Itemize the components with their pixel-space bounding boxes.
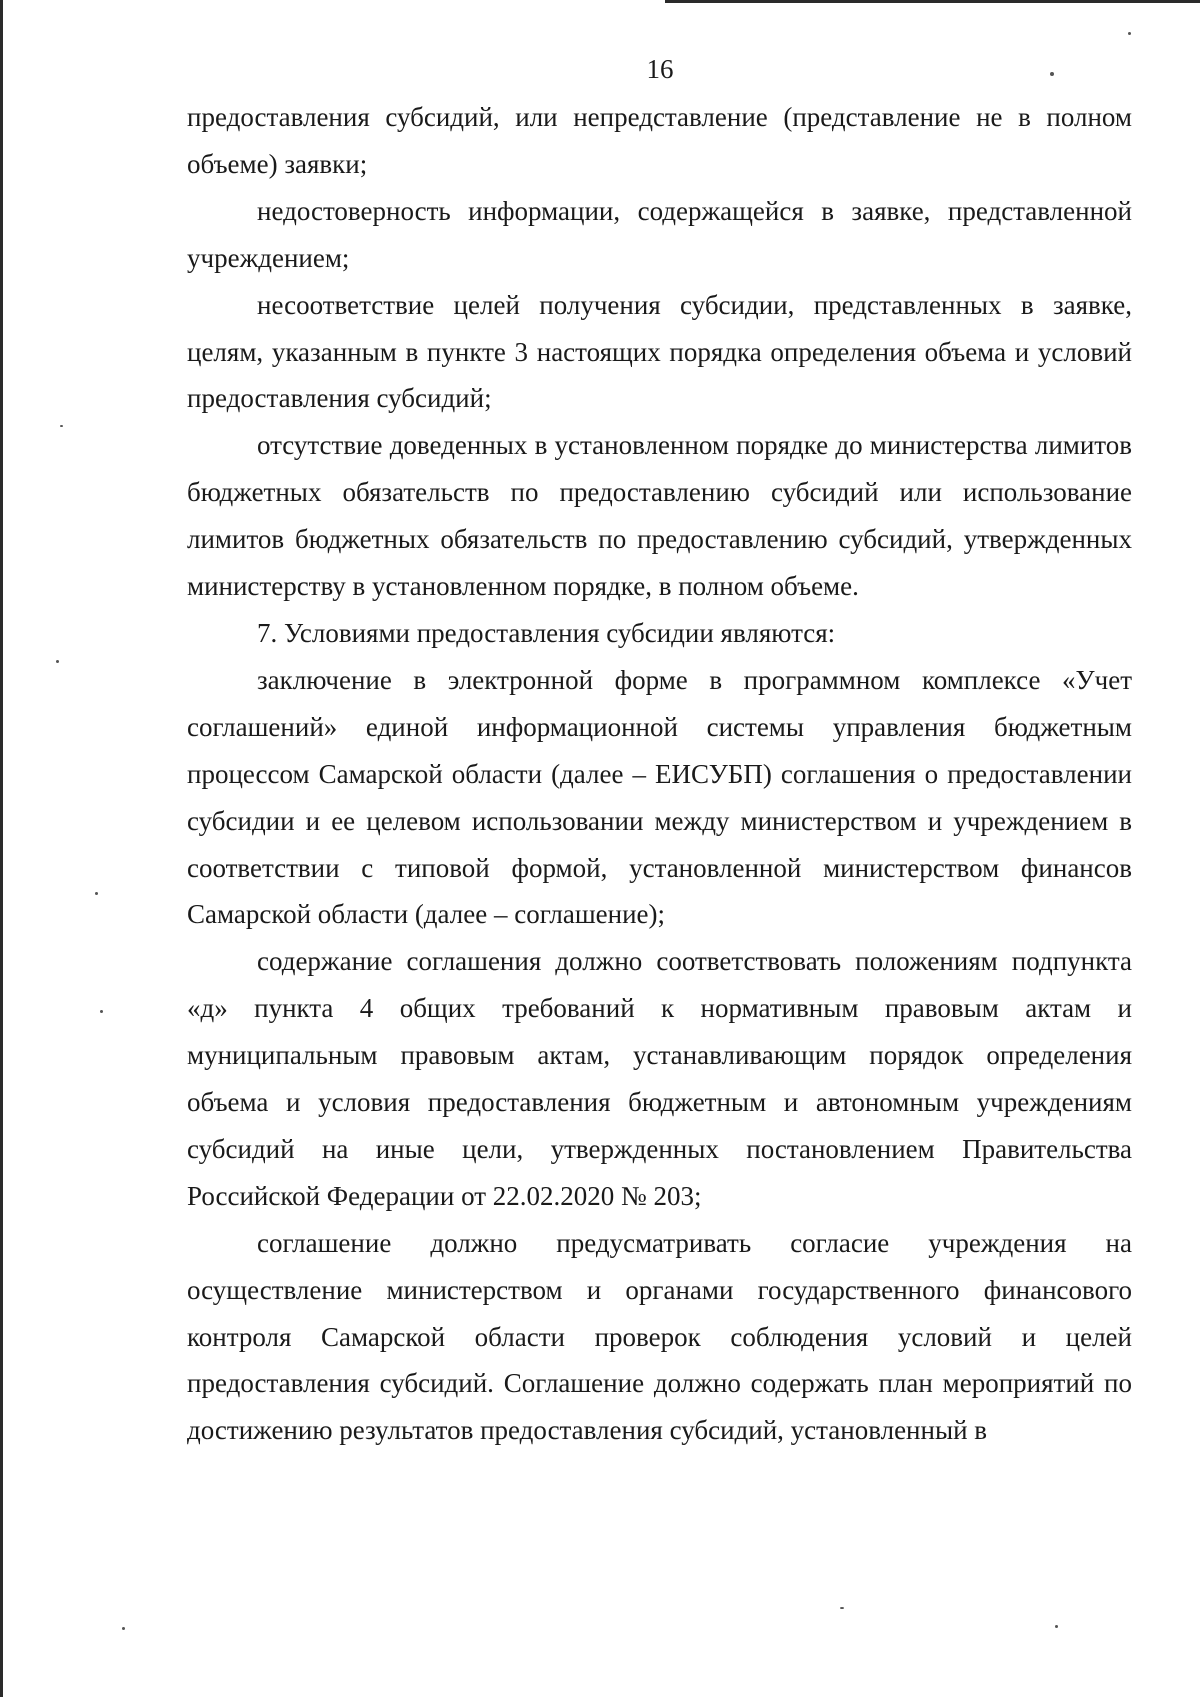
page-number: 16	[646, 54, 674, 84]
scan-speck	[1128, 32, 1131, 35]
scan-speck	[1050, 72, 1054, 76]
scan-speck	[95, 892, 98, 895]
paragraph-agreement-content: содержание соглашения должно соответствовать положениям подпункта «д» пункта 4 общих требований к нормативным правовым актам и муниципальным правовым актам, устанавливающим порядок определения объема и условия предоставления бюджетным и автономным учреждениям субсидий на иные цели, утвержденных постановлением Правительства Российской Федерации от 22.02.2020 № 203;	[187, 946, 1132, 1211]
paragraph-agreement-conclusion: заключение в электронной форме в программном комплексе «Учет соглашений» единой информационной системы управления бюджетным процессом Самарской области (далее – ЕИСУБП) соглашения о предоставлении субсидии и ее целевом использовании между министерством и учреждением в соответствии с типовой формой, установленной министерством финансов Самарской области (далее – соглашение);	[187, 664, 1132, 930]
scan-speck	[1055, 1625, 1058, 1628]
scan-speck	[122, 1627, 125, 1630]
scan-speck	[100, 1010, 103, 1013]
scan-speck	[56, 660, 59, 663]
scan-speck	[840, 1607, 844, 1609]
paragraph-unreliable-info: недостоверность информации, содержащейся в заявке, представленной учреждением;	[187, 195, 1132, 273]
document-body	[187, 94, 1132, 1454]
paragraph-section-7-heading: 7. Условиями предоставления субсидии являются:	[257, 617, 836, 648]
scan-edge-top	[665, 0, 1200, 3]
paragraph-goal-mismatch: несоответствие целей получения субсидии, представленных в заявке, целям, указанным в пункте 3 настоящих порядка определения объема и условий предоставления субсидий;	[187, 289, 1132, 414]
scan-speck	[60, 425, 63, 427]
scan-edge-left	[0, 0, 3, 1697]
paragraph-no-budget-limits: отсутствие доведенных в установленном порядке до министерства лимитов бюджетных обязательств по предоставлению субсидий или использование лимитов бюджетных обязательств по предоставлению субсидий, утвержденных министерству в установленном порядке, в полном объеме.	[187, 430, 1132, 602]
paragraph-agreement-consent: соглашение должно предусматривать согласие учреждения на осуществление министерством и органами государственного финансового контроля Самарской области проверок соблюдения условий и целей предоставления субсидий. Соглашение должно содержать план мероприятий по достижению результатов предоставления субсидий, установленный в	[187, 1227, 1132, 1446]
paragraph-continuation: предоставления субсидий, или непредставление (представление не в полном объеме) заявки;	[187, 102, 1132, 179]
